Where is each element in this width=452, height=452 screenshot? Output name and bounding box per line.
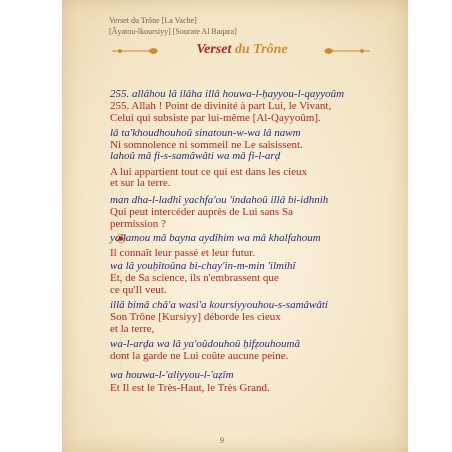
page-title xyxy=(162,42,322,58)
transliteration-line: illâ bimâ châ'a wasi'a koursiyyouhou-s-samâwâti xyxy=(110,299,328,311)
translation-line: 255. Allah ! Point de divinité à part Lui, le Vivant, xyxy=(110,100,332,112)
translation-line: et sur la terre. xyxy=(110,177,171,189)
translation-line: A lui appartient tout ce qui est dans les cieux xyxy=(110,166,308,178)
title-part-1: Verset xyxy=(196,42,235,57)
translation-line: ce qu'Il veut. xyxy=(110,284,167,296)
title-row xyxy=(110,40,370,62)
header-line-1: Verset du Trône [La Vache] xyxy=(109,16,197,25)
transliteration-line: wa-l-arḍa wa lâ ya'oûdouhoû ḥifẓouhoumâ xyxy=(110,338,300,350)
title-part-2: du Trône xyxy=(234,42,288,57)
translation-line: permission ? xyxy=(110,218,166,230)
transliteration-line: lâ ta'khoudhouhoû sinatoun-w-wa lâ nawm xyxy=(110,127,301,139)
transliteration-line: lahoû mâ fi-s-samâwâti wa mâ fi-l-arḍ xyxy=(110,150,281,162)
translation-line: Et Il est le Très-Haut, le Très Grand. xyxy=(110,382,270,394)
transliteration-line: wa houwa-l-'aliyyou-l-'aẓîm xyxy=(110,369,234,381)
transliteration-line: ya'lamou mâ bayna aydîhim wa mâ khalfahoum xyxy=(110,232,321,244)
translation-line: dont la garde ne Lui coûte aucune peine. xyxy=(110,350,289,362)
header-line-2: [Âyatou-lkoursiyy] [Sourate Al Baqara] xyxy=(109,27,237,36)
page-number: 9 xyxy=(220,436,224,445)
translation-line: Son Trône [Kursiyy] déborde les cieux xyxy=(110,311,281,323)
transliteration-line: man dha-l-ladhî yachfa'ou 'indahoû illâ bi-idhnih xyxy=(110,194,329,206)
right-ornament-icon xyxy=(322,44,372,58)
translation-line: Ni somnolence ni sommeil ne Le saisissent. xyxy=(110,139,303,151)
translation-line: Celui qui subsiste par lui-même [Al-Qayyoûm]. xyxy=(110,112,321,124)
left-ornament-icon xyxy=(110,44,160,58)
transliteration-line: wa lâ youḥîtoûna bi-chay'in-m-min 'ilmihî xyxy=(110,260,296,272)
translation-line: Il connaît leur passé et leur futur. xyxy=(110,247,256,259)
translation-line: Et, de Sa science, ils n'embrassent que xyxy=(110,272,279,284)
transliteration-line: 255. allâhou lâ ilâha illâ houwa-l-ḥayyou-l-qayyoûm xyxy=(110,88,345,100)
translation-line: Qui peut intercéder auprès de Lui sans Sa xyxy=(110,206,293,218)
translation-line: et la terre, xyxy=(110,323,155,335)
